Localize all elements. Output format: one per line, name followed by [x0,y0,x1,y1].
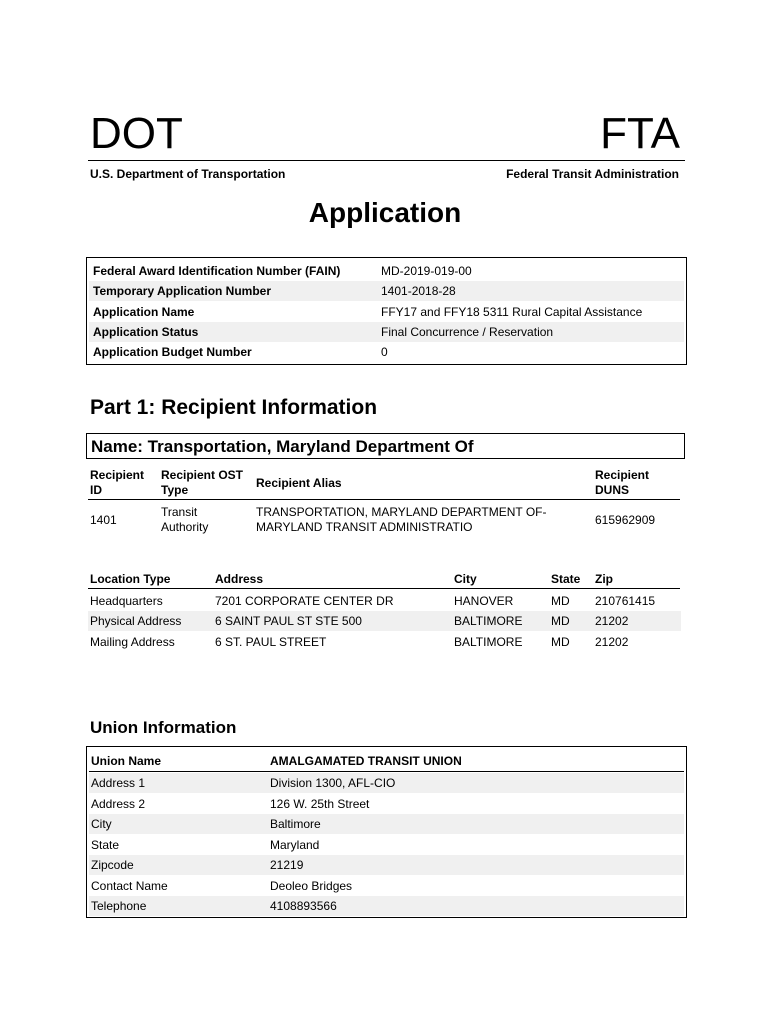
recipient-header-rule [88,499,680,500]
location-zip: 21202 [595,614,629,628]
location-type: Headquarters [90,594,163,608]
location-zip: 210761415 [595,594,656,608]
recipient-alias: TRANSPORTATION, MARYLAND DEPARTMENT OF-MARYLAND TRANSIT ADMINISTRATIO [256,505,547,534]
union-label: Union Name [91,753,162,768]
col-address: Address [215,572,264,586]
location-address: 7201 CORPORATE CENTER DR [215,594,394,608]
union-label: Telephone [91,899,147,913]
union-row [89,875,684,896]
info-label: Application Name [93,304,195,319]
recipient-name: Name: Transportation, Maryland Department Of [91,437,474,456]
location-city: BALTIMORE [454,614,523,628]
info-label: Temporary Application Number [93,284,272,298]
union-value: 126 W. 25th Street [270,796,370,811]
col-location-type: Location Type [90,572,171,586]
info-value: 1401-2018-28 [381,284,456,298]
union-row [89,834,684,855]
recipient-duns: 615962909 [595,513,656,527]
union-label: Address 2 [91,796,146,811]
col-recipient-ost-type: Recipient OST Type [161,468,244,497]
page-title: Application [308,197,462,228]
info-label: Application Budget Number [93,345,252,359]
info-value: MD-2019-019-00 [381,263,472,278]
union-label: Contact Name [91,878,168,893]
union-row [89,855,684,875]
location-address: 6 SAINT PAUL ST STE 500 [215,614,362,628]
location-state: MD [551,594,570,608]
union-label: City [91,817,112,831]
info-value: Final Concurrence / Reservation [381,325,554,339]
union-row [89,773,684,793]
location-type: Physical Address [90,614,182,628]
union-value: Deoleo Bridges [270,878,353,893]
union-value: AMALGAMATED TRANSIT UNION [270,753,462,768]
location-city: BALTIMORE [454,635,523,649]
union-label: Address 1 [91,776,146,790]
recipient-id: 1401 [90,513,117,527]
location-state: MD [551,614,570,628]
union-row [89,896,684,916]
info-row-temp-number [89,281,684,301]
dot-logo-text: DOT [90,109,183,158]
location-header-rule [88,588,680,589]
union-info-table [86,746,687,918]
info-value: 0 [381,345,388,359]
col-state: State [551,572,581,586]
union-header-rule [89,771,684,772]
location-state: MD [551,635,570,649]
recipient-name-box [86,433,685,459]
info-label: Application Status [93,325,199,339]
fta-logo-text: FTA [600,109,680,158]
union-label: Zipcode [91,858,134,872]
union-value: 21219 [270,858,304,872]
col-city: City [454,572,477,586]
info-row-budget [89,342,684,362]
union-row-name [89,750,684,771]
union-label: State [91,837,120,852]
union-heading: Union Information [90,718,237,737]
part1-heading: Part 1: Recipient Information [90,396,378,419]
dot-subtitle: U.S. Department of Transportation [90,167,286,181]
union-value: Division 1300, AFL-CIO [270,776,396,790]
info-row-app-name [89,301,684,322]
union-row [89,793,684,814]
recipient-ost-type: Transit Authority [161,505,209,534]
location-address: 6 ST. PAUL STREET [215,635,327,649]
col-zip: Zip [595,572,613,586]
union-value: 4108893566 [270,899,337,913]
col-recipient-alias: Recipient Alias [256,476,342,490]
location-zip: 21202 [595,635,629,649]
info-label: Federal Award Identification Number (FAIN) [93,263,341,278]
location-city: HANOVER [454,594,514,608]
application-info-table [86,257,687,365]
fta-subtitle: Federal Transit Administration [506,167,679,181]
table-row [88,631,681,652]
union-row [89,814,684,834]
col-recipient-id: Recipient ID [90,468,145,497]
union-value: Baltimore [270,817,321,831]
table-row [88,590,681,611]
header-rule [88,160,685,161]
location-type: Mailing Address [90,635,175,649]
union-value: Maryland [270,837,320,852]
col-recipient-duns: Recipient DUNS [595,468,650,497]
info-row-fain [89,260,684,281]
info-value: FFY17 and FFY18 5311 Rural Capital Assistance [381,304,643,319]
info-row-status [89,322,684,342]
table-row [88,611,681,631]
